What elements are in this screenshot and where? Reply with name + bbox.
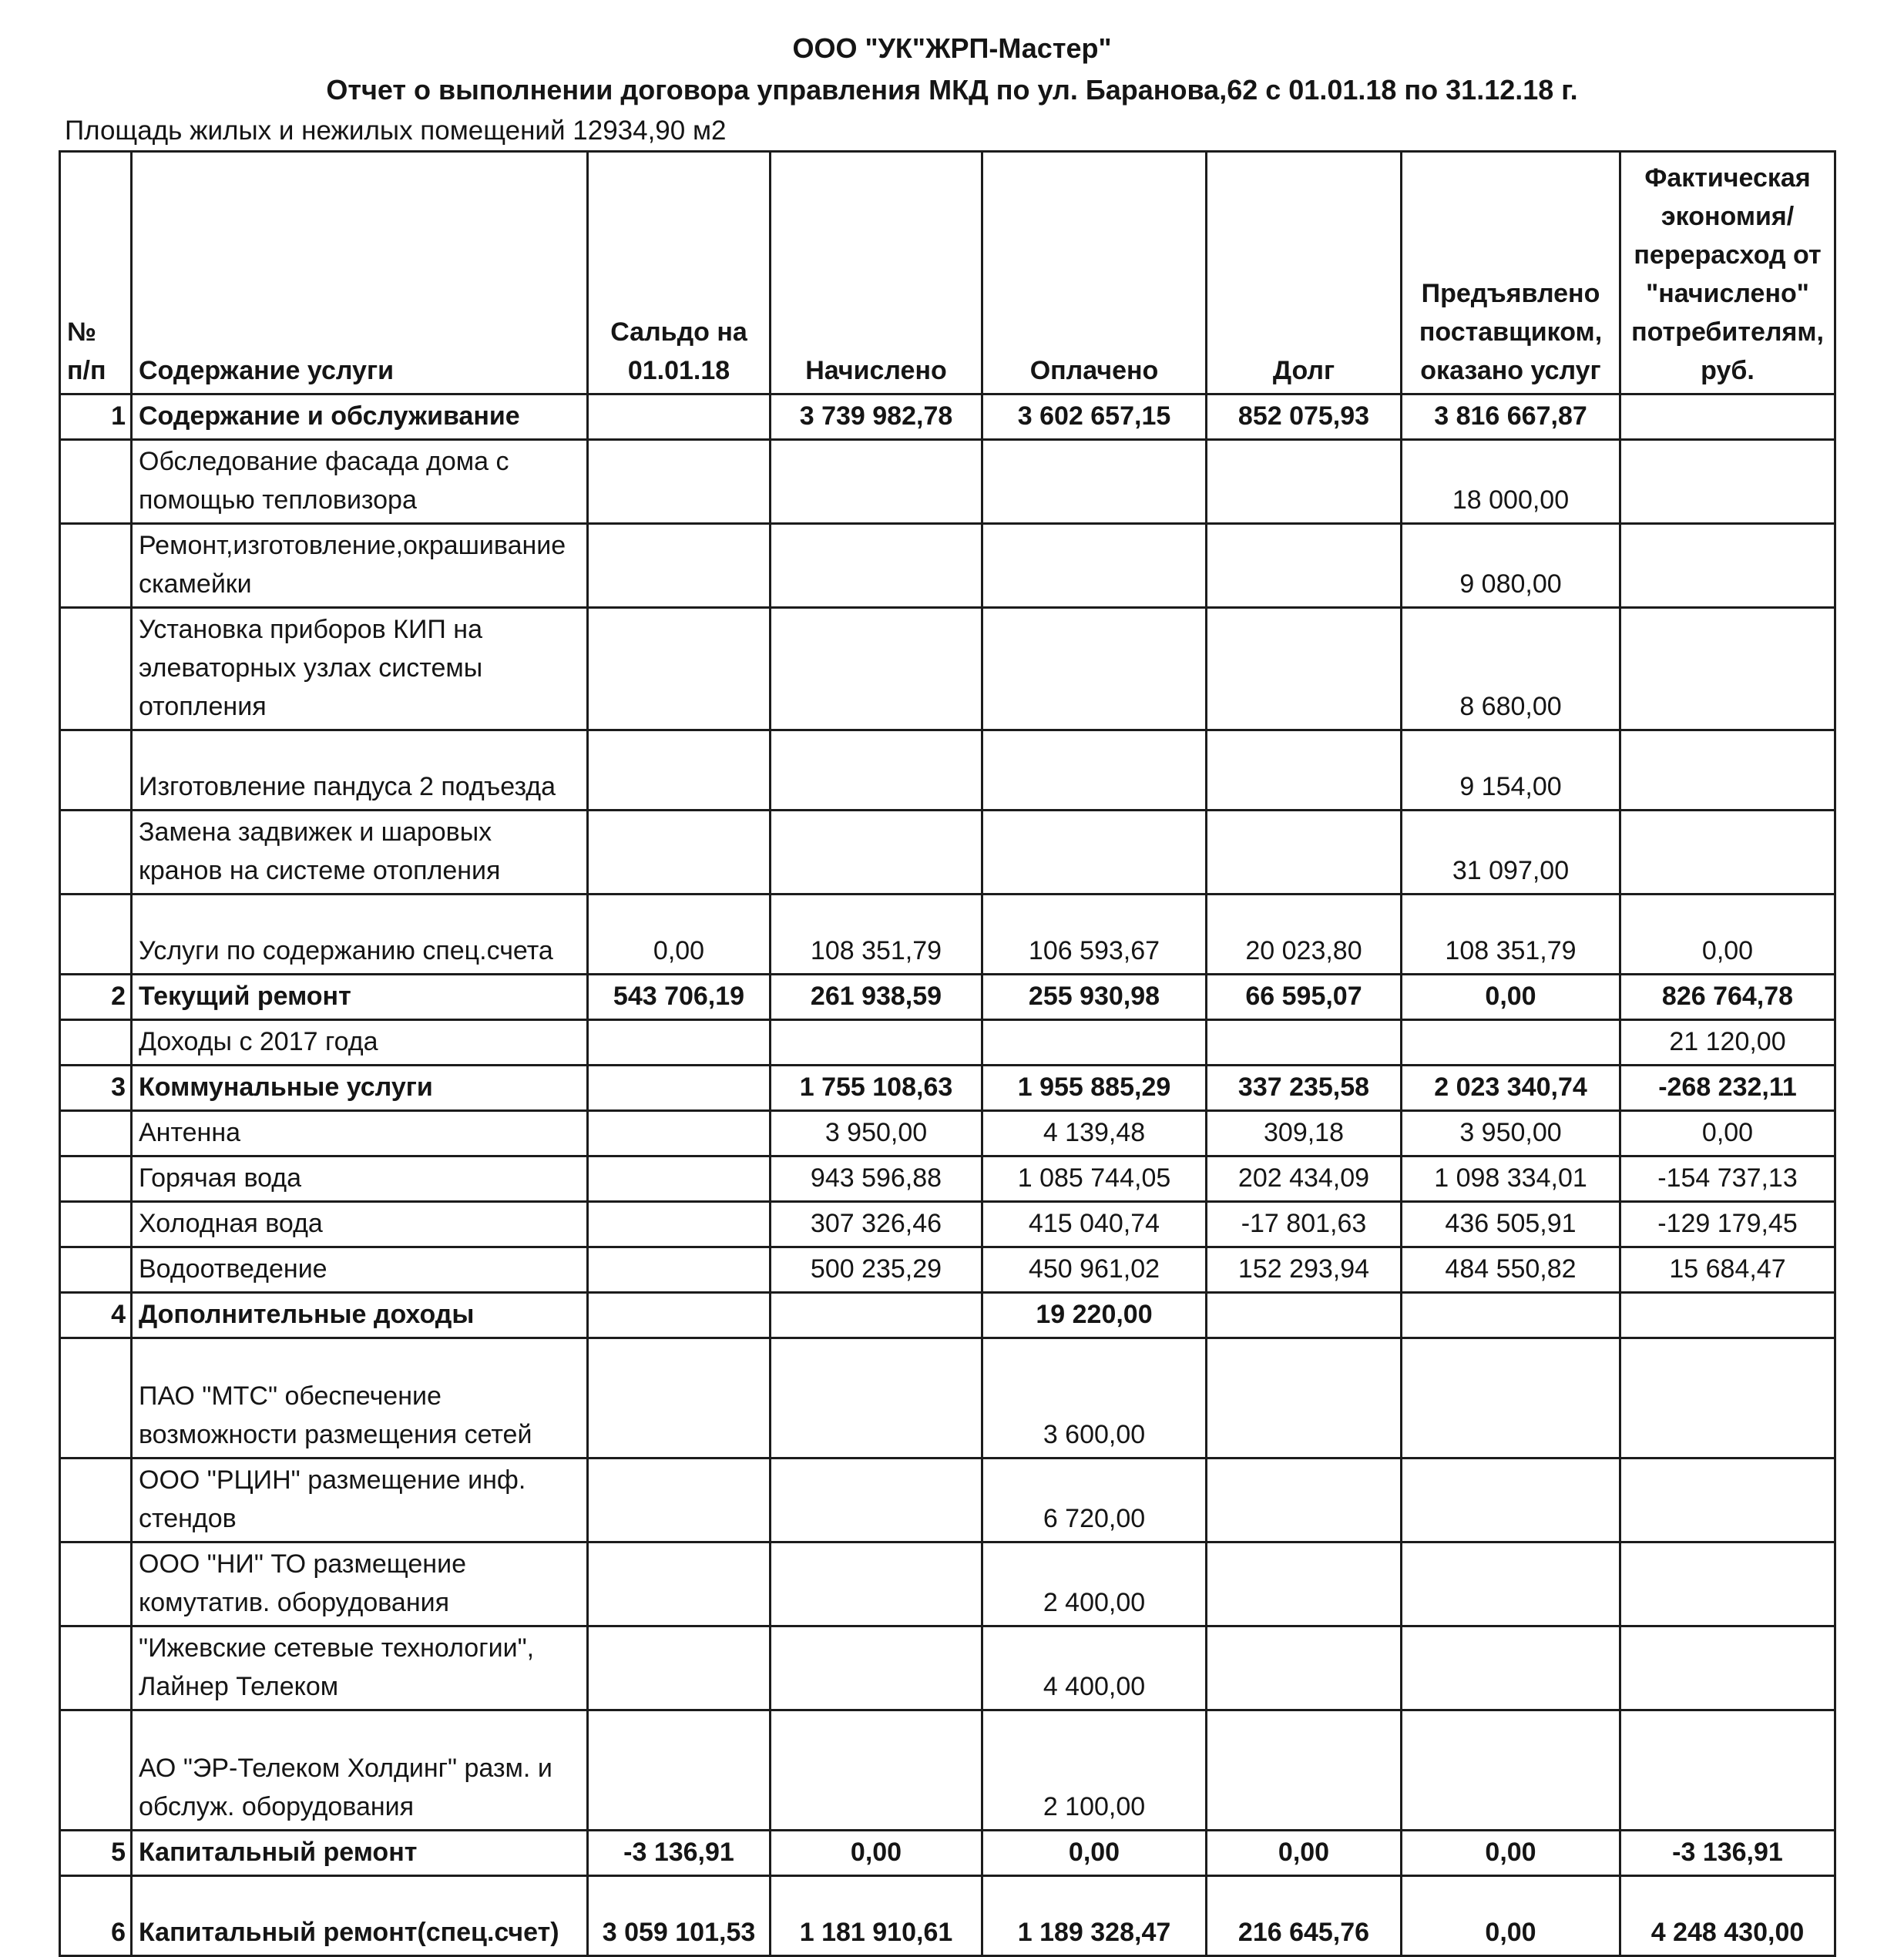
debt-cell <box>1207 524 1402 608</box>
col-header-charged: Начислено <box>771 152 982 394</box>
savings-cell <box>1620 440 1835 524</box>
report-title: Отчет о выполнении договора управления МКД по ул. Баранова,62 с 01.01.18 по 31.12.18 г. <box>326 74 1578 106</box>
charged-cell <box>771 1020 982 1066</box>
debt-cell: 852 075,93 <box>1207 394 1402 440</box>
row-number <box>60 811 132 895</box>
charged-cell: 108 351,79 <box>771 895 982 975</box>
service-name: Капитальный ремонт(спец.счет) <box>132 1876 588 1956</box>
balance-cell: 0,00 <box>588 895 771 975</box>
row-number: 5 <box>60 1831 132 1876</box>
table-row <box>60 1156 1835 1202</box>
supplier-cell: 31 097,00 <box>1402 811 1620 895</box>
company-name: ООО "УК"ЖРП-Мастер" <box>792 32 1112 64</box>
supplier-cell <box>1402 1710 1620 1831</box>
service-name: Доходы с 2017 года <box>132 1020 588 1066</box>
table-row <box>60 1066 1835 1111</box>
charged-cell <box>771 1626 982 1710</box>
debt-cell <box>1207 1293 1402 1338</box>
balance-cell <box>588 440 771 524</box>
service-name: Услуги по содержанию спец.счета <box>132 895 588 975</box>
service-name: Обследование фасада дома с помощью тепловизора <box>132 440 588 524</box>
paid-cell: 3 602 657,15 <box>982 394 1207 440</box>
charged-cell: 3 739 982,78 <box>771 394 982 440</box>
paid-cell <box>982 440 1207 524</box>
table-row <box>60 811 1835 895</box>
paid-cell: 6 720,00 <box>982 1459 1207 1542</box>
paid-cell: 415 040,74 <box>982 1202 1207 1247</box>
savings-cell: -154 737,13 <box>1620 1156 1835 1202</box>
debt-cell: 202 434,09 <box>1207 1156 1402 1202</box>
savings-cell: -268 232,11 <box>1620 1066 1835 1111</box>
charged-cell <box>771 1338 982 1459</box>
service-name: Замена задвижек и шаровых кранов на системе отопления <box>132 811 588 895</box>
supplier-cell: 18 000,00 <box>1402 440 1620 524</box>
supplier-cell: 3 816 667,87 <box>1402 394 1620 440</box>
col-header-number: № п/п <box>60 152 132 394</box>
table-header-row <box>60 152 1835 394</box>
debt-cell <box>1207 730 1402 811</box>
supplier-cell: 0,00 <box>1402 1831 1620 1876</box>
charged-cell <box>771 730 982 811</box>
service-name: Водоотведение <box>132 1247 588 1293</box>
table-row <box>60 524 1835 608</box>
service-name: АО "ЭР-Телеком Холдинг" разм. и обслуж. оборудования <box>132 1710 588 1831</box>
debt-cell <box>1207 440 1402 524</box>
table-row <box>60 608 1835 730</box>
savings-cell <box>1620 1293 1835 1338</box>
supplier-cell: 9 154,00 <box>1402 730 1620 811</box>
balance-cell <box>588 1338 771 1459</box>
debt-cell: 337 235,58 <box>1207 1066 1402 1111</box>
balance-cell <box>588 1247 771 1293</box>
col-header-debt: Долг <box>1207 152 1402 394</box>
balance-cell: 543 706,19 <box>588 975 771 1020</box>
supplier-cell <box>1402 1020 1620 1066</box>
service-name: Ремонт,изготовление,окрашивание скамейки <box>132 524 588 608</box>
service-name: Коммунальные услуги <box>132 1066 588 1111</box>
supplier-cell <box>1402 1293 1620 1338</box>
row-number <box>60 1626 132 1710</box>
balance-cell <box>588 1459 771 1542</box>
debt-cell: 216 645,76 <box>1207 1876 1402 1956</box>
charged-cell <box>771 1459 982 1542</box>
balance-cell <box>588 1020 771 1066</box>
supplier-cell: 0,00 <box>1402 1876 1620 1956</box>
charged-cell <box>771 608 982 730</box>
col-header-savings: Фактическая экономия/перерасход от "начислено" потребителям, руб. <box>1620 152 1835 394</box>
supplier-cell <box>1402 1338 1620 1459</box>
row-number <box>60 1338 132 1459</box>
row-number: 4 <box>60 1293 132 1338</box>
savings-cell <box>1620 608 1835 730</box>
savings-cell: -3 136,91 <box>1620 1831 1835 1876</box>
paid-cell: 2 100,00 <box>982 1710 1207 1831</box>
paid-cell: 1 955 885,29 <box>982 1066 1207 1111</box>
service-name: Текущий ремонт <box>132 975 588 1020</box>
paid-cell <box>982 1020 1207 1066</box>
paid-cell: 4 400,00 <box>982 1626 1207 1710</box>
balance-cell <box>588 1626 771 1710</box>
table-row <box>60 1626 1835 1710</box>
row-number <box>60 524 132 608</box>
row-number <box>60 608 132 730</box>
supplier-cell <box>1402 1626 1620 1710</box>
table-row <box>60 975 1835 1020</box>
debt-cell: 309,18 <box>1207 1111 1402 1156</box>
debt-cell <box>1207 1020 1402 1066</box>
table-row <box>60 895 1835 975</box>
charged-cell <box>771 440 982 524</box>
paid-cell: 1 085 744,05 <box>982 1156 1207 1202</box>
charged-cell <box>771 1542 982 1626</box>
table-row <box>60 1542 1835 1626</box>
debt-cell: 66 595,07 <box>1207 975 1402 1020</box>
table-row <box>60 1247 1835 1293</box>
savings-cell <box>1620 1459 1835 1542</box>
charged-cell <box>771 811 982 895</box>
table-row <box>60 1111 1835 1156</box>
row-number <box>60 1156 132 1202</box>
col-header-supplier: Предъявлено поставщиком, оказано услуг <box>1402 152 1620 394</box>
balance-cell: 3 059 101,53 <box>588 1876 771 1956</box>
debt-cell <box>1207 608 1402 730</box>
supplier-cell: 436 505,91 <box>1402 1202 1620 1247</box>
table-row <box>60 1338 1835 1459</box>
savings-cell <box>1620 1710 1835 1831</box>
row-number <box>60 895 132 975</box>
debt-cell: 0,00 <box>1207 1831 1402 1876</box>
row-number <box>60 1542 132 1626</box>
debt-cell <box>1207 1542 1402 1626</box>
charged-cell: 0,00 <box>771 1831 982 1876</box>
service-name: Холодная вода <box>132 1202 588 1247</box>
savings-cell <box>1620 730 1835 811</box>
savings-cell <box>1620 1626 1835 1710</box>
paid-cell: 2 400,00 <box>982 1542 1207 1626</box>
debt-cell <box>1207 1626 1402 1710</box>
paid-cell <box>982 730 1207 811</box>
table-row <box>60 440 1835 524</box>
col-header-service: Содержание услуги <box>132 152 588 394</box>
savings-cell: 21 120,00 <box>1620 1020 1835 1066</box>
col-header-balance: Сальдо на 01.01.18 <box>588 152 771 394</box>
charged-cell <box>771 1293 982 1338</box>
charged-cell: 307 326,46 <box>771 1202 982 1247</box>
balance-cell: -3 136,91 <box>588 1831 771 1876</box>
paid-cell: 255 930,98 <box>982 975 1207 1020</box>
debt-cell: -17 801,63 <box>1207 1202 1402 1247</box>
charged-cell: 261 938,59 <box>771 975 982 1020</box>
savings-cell: 826 764,78 <box>1620 975 1835 1020</box>
debt-cell <box>1207 811 1402 895</box>
charged-cell <box>771 1710 982 1831</box>
paid-cell <box>982 811 1207 895</box>
savings-cell: -129 179,45 <box>1620 1202 1835 1247</box>
area-line: Площадь жилых и нежилых помещений 12934,90 м2 <box>65 116 727 146</box>
row-number: 3 <box>60 1066 132 1111</box>
paid-cell: 3 600,00 <box>982 1338 1207 1459</box>
paid-cell: 1 189 328,47 <box>982 1876 1207 1956</box>
service-name: Капитальный ремонт <box>132 1831 588 1876</box>
row-number <box>60 1247 132 1293</box>
paid-cell <box>982 608 1207 730</box>
service-name: ПАО "МТС" обеспечение возможности размещения сетей <box>132 1338 588 1459</box>
paid-cell: 4 139,48 <box>982 1111 1207 1156</box>
debt-cell <box>1207 1710 1402 1831</box>
service-name: Содержание и обслуживание <box>132 394 588 440</box>
balance-cell <box>588 1066 771 1111</box>
service-name: Установка приборов КИП на элеваторных узлах системы отопления <box>132 608 588 730</box>
table-row <box>60 1020 1835 1066</box>
row-number: 2 <box>60 975 132 1020</box>
balance-cell <box>588 811 771 895</box>
paid-cell <box>982 524 1207 608</box>
paid-cell: 106 593,67 <box>982 895 1207 975</box>
supplier-cell: 1 098 334,01 <box>1402 1156 1620 1202</box>
savings-cell <box>1620 394 1835 440</box>
balance-cell <box>588 1542 771 1626</box>
row-number <box>60 1202 132 1247</box>
table-row <box>60 1710 1835 1831</box>
charged-cell: 1 755 108,63 <box>771 1066 982 1111</box>
paid-cell: 450 961,02 <box>982 1247 1207 1293</box>
row-number: 1 <box>60 394 132 440</box>
table-row <box>60 1831 1835 1876</box>
service-name: Дополнительные доходы <box>132 1293 588 1338</box>
balance-cell <box>588 524 771 608</box>
balance-cell <box>588 1111 771 1156</box>
service-name: ООО "РЦИН" размещение инф. стендов <box>132 1459 588 1542</box>
balance-cell <box>588 608 771 730</box>
row-number <box>60 1459 132 1542</box>
row-number: 6 <box>60 1876 132 1956</box>
table-body <box>60 394 1835 1956</box>
supplier-cell: 484 550,82 <box>1402 1247 1620 1293</box>
table-row <box>60 394 1835 440</box>
table-row <box>60 1459 1835 1542</box>
savings-cell <box>1620 1542 1835 1626</box>
table-row <box>60 1202 1835 1247</box>
debt-cell <box>1207 1459 1402 1542</box>
charged-cell: 943 596,88 <box>771 1156 982 1202</box>
col-header-paid: Оплачено <box>982 152 1207 394</box>
service-name: Изготовление пандуса 2 подъезда <box>132 730 588 811</box>
charged-cell: 3 950,00 <box>771 1111 982 1156</box>
table-row <box>60 730 1835 811</box>
debt-cell: 20 023,80 <box>1207 895 1402 975</box>
supplier-cell: 0,00 <box>1402 975 1620 1020</box>
table-row <box>60 1876 1835 1956</box>
row-number <box>60 1020 132 1066</box>
row-number <box>60 1111 132 1156</box>
debt-cell <box>1207 1338 1402 1459</box>
supplier-cell: 2 023 340,74 <box>1402 1066 1620 1111</box>
savings-cell <box>1620 1338 1835 1459</box>
charged-cell <box>771 524 982 608</box>
report-table <box>59 150 1836 1957</box>
row-number <box>60 1710 132 1831</box>
savings-cell: 0,00 <box>1620 895 1835 975</box>
supplier-cell: 9 080,00 <box>1402 524 1620 608</box>
balance-cell <box>588 730 771 811</box>
balance-cell <box>588 394 771 440</box>
service-name: Антенна <box>132 1111 588 1156</box>
service-name: ООО "НИ" ТО размещение комутатив. оборудования <box>132 1542 588 1626</box>
debt-cell: 152 293,94 <box>1207 1247 1402 1293</box>
savings-cell: 4 248 430,00 <box>1620 1876 1835 1956</box>
savings-cell <box>1620 811 1835 895</box>
supplier-cell: 8 680,00 <box>1402 608 1620 730</box>
service-name: "Ижевские сетевые технологии", Лайнер Телеком <box>132 1626 588 1710</box>
row-number <box>60 730 132 811</box>
savings-cell <box>1620 524 1835 608</box>
charged-cell: 500 235,29 <box>771 1247 982 1293</box>
supplier-cell: 3 950,00 <box>1402 1111 1620 1156</box>
row-number <box>60 440 132 524</box>
supplier-cell: 108 351,79 <box>1402 895 1620 975</box>
balance-cell <box>588 1156 771 1202</box>
paid-cell: 0,00 <box>982 1831 1207 1876</box>
table-row <box>60 1293 1835 1338</box>
balance-cell <box>588 1710 771 1831</box>
service-name: Горячая вода <box>132 1156 588 1202</box>
balance-cell <box>588 1293 771 1338</box>
charged-cell: 1 181 910,61 <box>771 1876 982 1956</box>
supplier-cell <box>1402 1459 1620 1542</box>
paid-cell: 19 220,00 <box>982 1293 1207 1338</box>
savings-cell: 15 684,47 <box>1620 1247 1835 1293</box>
supplier-cell <box>1402 1542 1620 1626</box>
balance-cell <box>588 1202 771 1247</box>
savings-cell: 0,00 <box>1620 1111 1835 1156</box>
